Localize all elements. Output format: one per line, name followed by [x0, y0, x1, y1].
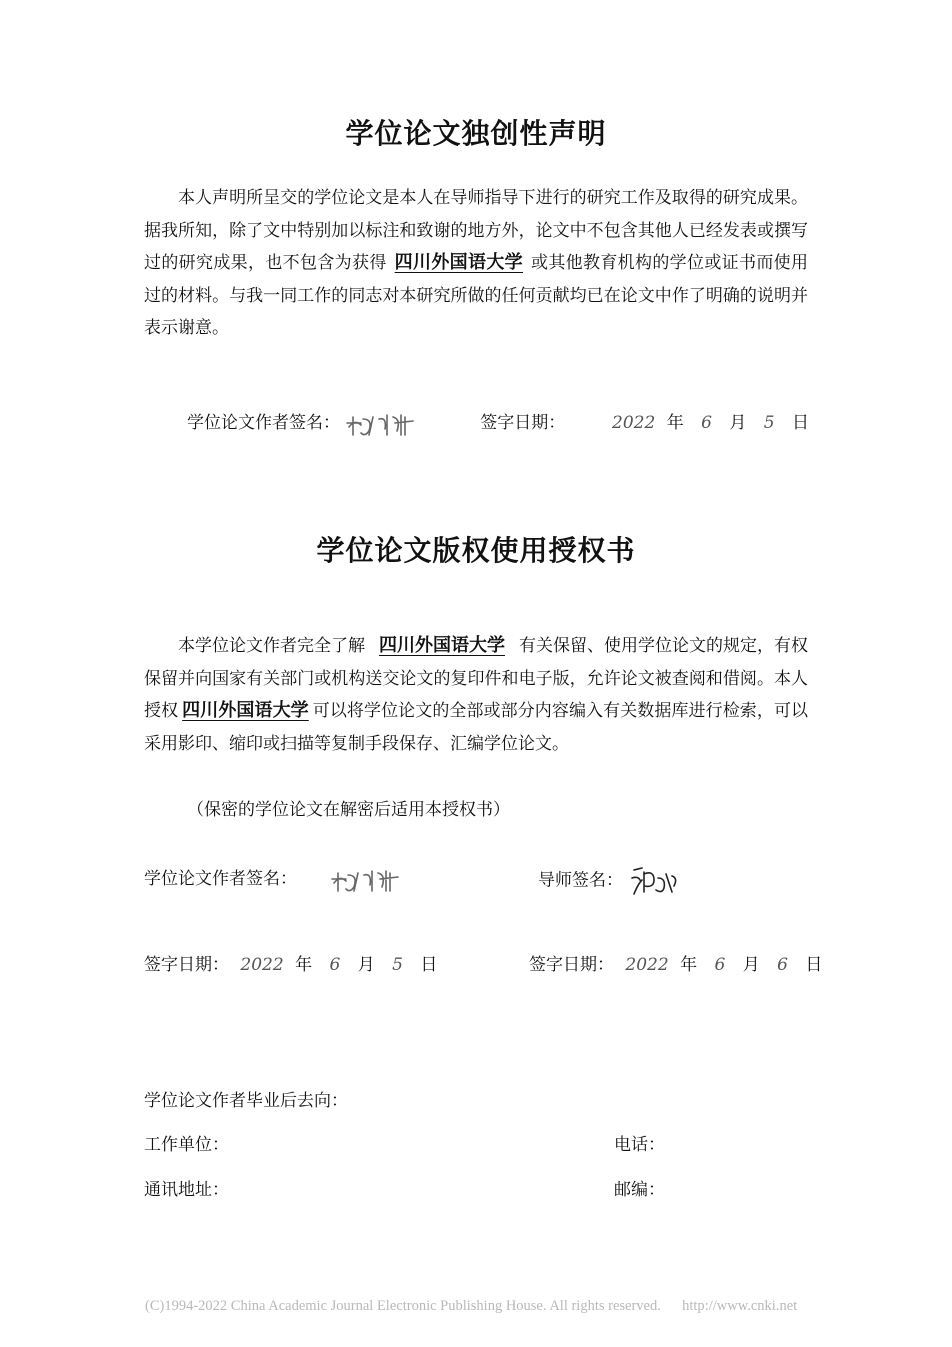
- declaration-signature-row: [187, 408, 809, 439]
- authorization-advisor-date-label: 签字日期：: [529, 955, 614, 975]
- authorization-author-day-char: 日: [420, 955, 438, 975]
- authorization-author-date-row: [144, 950, 437, 975]
- authorization-advisor-year-char: 年: [680, 955, 698, 975]
- destination-heading: 学位论文作者毕业后去向：: [144, 1091, 348, 1111]
- authorization-author-sig-label: 学位论文作者签名：: [144, 869, 297, 889]
- address-label: 通讯地址：: [144, 1180, 229, 1200]
- authorization-body-part1: 本学位论文作者完全了解: [178, 636, 365, 656]
- declaration-body-part2: 或其他教育机构的学位或证书而使用过的材料。与我一同工作的同志对本研究所做的任何贡献均已在论文中作了明确的说明并表示谢意。: [144, 253, 809, 339]
- author-signature-image-2: [330, 865, 406, 895]
- footer-url: http://www.cnki.net: [682, 1298, 798, 1314]
- authorization-author-year-char: 年: [295, 955, 313, 975]
- work-unit-label: 工作单位：: [144, 1135, 229, 1155]
- authorization-author-sig-row: [144, 864, 406, 895]
- authorization-title: 学位论文版权使用授权书: [316, 534, 636, 567]
- declaration-title: 学位论文独创性声明: [345, 117, 607, 150]
- authorization-advisor-date-day: 6: [777, 955, 788, 975]
- declaration-year-char: 年: [666, 413, 684, 433]
- authorization-advisor-date-year: 2022: [625, 955, 669, 975]
- authorization-author-month-char: 月: [357, 955, 375, 975]
- declaration-date-day: 5: [763, 413, 775, 433]
- declaration-date-month: 6: [701, 413, 712, 433]
- author-signature-image: [345, 409, 421, 439]
- authorization-advisor-date-row: [529, 950, 822, 975]
- footer-copyright: (C)1994-2022 China Academic Journal Electronic Publishing House. All rights reserved.: [145, 1298, 661, 1314]
- declaration-body: [144, 182, 808, 345]
- authorization-advisor-day-char: 日: [805, 955, 823, 975]
- authorization-university-1: 四川外国语大学: [379, 635, 505, 656]
- declaration-university: 四川外国语大学: [394, 252, 524, 274]
- authorization-body-part3: 可以将学位论文的全部或部分内容编入有关数据库进行检索，可以采用影印、缩印或扫描等复制手段保存、汇编学位论文。: [144, 701, 809, 754]
- declaration-body-part1: 本人声明所呈交的学位论文是本人在导师指导下进行的研究工作及取得的研究成果。据我所知，除了文中特别加以标注和致谢的地方外，论文中不包含其他人已经发表或撰写过的研究成果，也不包含为获得: [144, 188, 808, 274]
- declaration-day-char: 日: [791, 413, 809, 433]
- declaration-author-sig-label: 学位论文作者签名：: [187, 413, 340, 433]
- declaration-date-year: 2022: [612, 413, 656, 433]
- authorization-advisor-date-month: 6: [714, 955, 726, 975]
- phone-label: 电话：: [614, 1135, 665, 1155]
- authorization-body: [144, 630, 808, 760]
- declaration-month-char: 月: [729, 413, 747, 433]
- footer: [145, 1298, 797, 1315]
- postcode-label: 邮编：: [614, 1180, 665, 1200]
- advisor-signature-image: [628, 864, 698, 898]
- authorization-university-2: 四川外国语大学: [182, 700, 309, 722]
- authorization-author-date-year: 2022: [240, 955, 284, 975]
- authorization-author-date-label: 签字日期：: [144, 955, 229, 975]
- authorization-advisor-month-char: 月: [742, 955, 760, 975]
- authorization-body-part2: 有关保留、使用学位论文的规定，有权保留并向国家有关部门或机构送交论文的复印件和电子版，允许论文被查阅和借阅。本人授权: [144, 636, 808, 722]
- authorization-advisor-sig-row: [538, 864, 698, 898]
- authorization-author-date-month: 6: [329, 955, 341, 975]
- declaration-date-label: 签字日期：: [480, 413, 566, 433]
- authorization-note: （保密的学位论文在解密后适用本授权书）: [187, 800, 510, 820]
- authorization-advisor-sig-label: 导师签名：: [538, 870, 623, 891]
- authorization-author-date-day: 5: [392, 955, 403, 975]
